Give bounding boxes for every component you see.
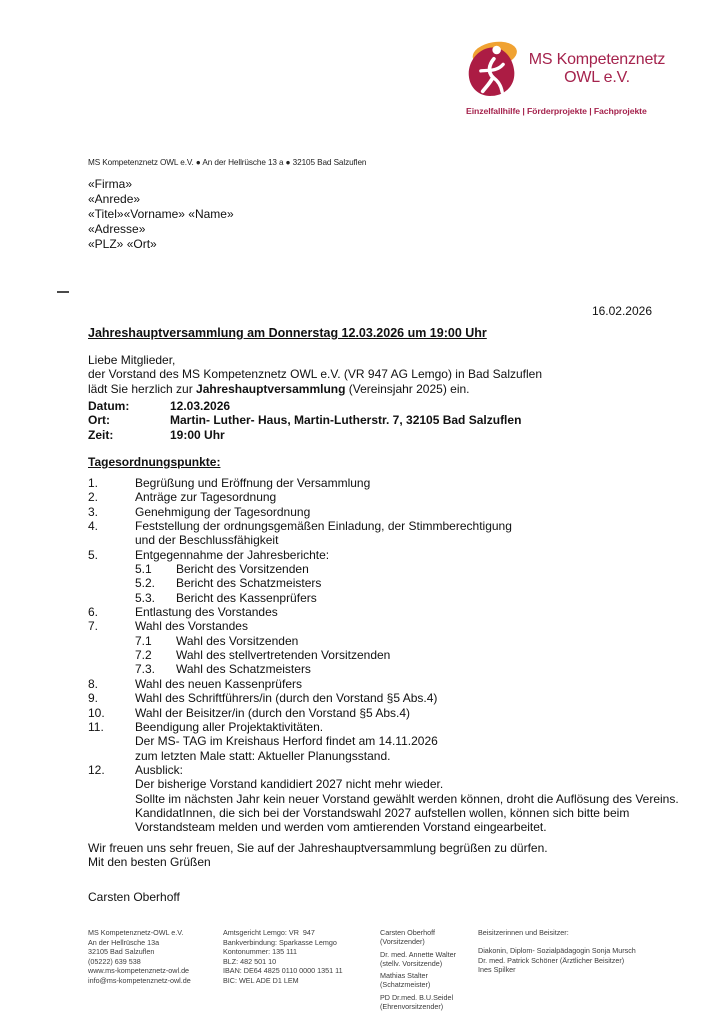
agenda-item-text: zum letzten Male statt: Aktueller Planungsstand.	[135, 748, 391, 763]
merge-field-name: «Titel»«Vorname» «Name»	[88, 207, 234, 222]
agenda-list	[88, 476, 679, 835]
agenda-item-number: 5.	[88, 547, 99, 562]
org-logo-block	[466, 40, 676, 116]
org-name-line2: OWL e.V.	[564, 69, 630, 86]
footer-board-column	[380, 928, 456, 1014]
agenda-item-continuation	[88, 777, 679, 791]
agenda-item	[88, 505, 679, 519]
agenda-item-number: 12.	[88, 762, 105, 777]
agenda-heading: Tagesordnungspunkte:	[88, 455, 221, 469]
agenda-item-text: Wahl der Beisitzer/in (durch den Vorstand §5 Abs.4)	[135, 705, 411, 720]
intro-paragraph	[88, 353, 542, 396]
board-member-role: (Ehrenvorsitzender)	[380, 1002, 444, 1012]
org-logo-figure-icon	[466, 40, 518, 103]
agenda-item	[88, 706, 679, 720]
org-name	[526, 51, 668, 87]
agenda-item-text: Anträge zur Tagesordnung	[135, 490, 277, 505]
footer-org-city: 32105 Bad Salzuflen	[88, 947, 155, 957]
assessors-heading: Beisitzerinnen und Beisitzer:	[478, 928, 569, 937]
agenda-indent-spacer	[88, 648, 135, 662]
agenda-item-text: Genehmigung der Tagesordnung	[135, 504, 311, 519]
agenda-item-continuation	[88, 734, 679, 748]
agenda-item	[88, 519, 679, 533]
agenda-item	[88, 677, 679, 691]
intro-line-2-pre: lädt Sie herzlich zur	[88, 381, 197, 396]
board-member	[380, 928, 456, 947]
agenda-item	[88, 691, 679, 705]
footer-register: Amtsgericht Lemgo: VR 947	[223, 928, 315, 937]
agenda-item-text: Sollte im nächsten Jahr kein neuer Vorstand gewählt werden können, droht die Auflösung des Vereins.	[135, 791, 679, 806]
closing-line-1: Wir freuen uns sehr freuen, Sie auf der Jahreshauptversammlung begrüßen zu dürfen.	[88, 841, 548, 855]
event-date-label: Datum:	[88, 399, 130, 413]
agenda-item-text: Entlastung des Vorstandes	[135, 605, 278, 620]
agenda-subitem-text: Bericht des Vorsitzenden	[176, 562, 309, 577]
footer-org-email: info@ms-kompetenznetz-owl.de	[88, 975, 191, 985]
recipient-address-block	[88, 177, 234, 252]
agenda-item-text: Wahl des Schriftführers/in (durch den Vorstand §5 Abs.4)	[135, 691, 438, 706]
board-member-name: Dr. med. Annette Walter	[380, 949, 457, 959]
agenda-subitem-number: 5.3.	[135, 590, 156, 605]
intro-line-1: der Vorstand des MS Kompetenznetz OWL e.V. (VR 947 AG Lemgo) in Bad Salzuflen	[88, 367, 543, 382]
merge-field-anrede: «Anrede»	[88, 192, 141, 207]
closing-paragraph	[88, 841, 548, 870]
agenda-item-text: Ausblick:	[135, 762, 184, 777]
agenda-item-number: 11.	[88, 719, 104, 734]
agenda-number-spacer	[88, 533, 135, 547]
event-location-row	[88, 413, 521, 427]
event-location-value: Martin- Luther- Haus, Martin-Lutherstr. 7, 32105 Bad Salzuflen	[170, 413, 522, 428]
board-member	[380, 993, 456, 1012]
agenda-subitem-number: 7.1	[135, 633, 152, 648]
event-time-value: 19:00 Uhr	[170, 427, 225, 442]
agenda-indent-spacer	[88, 591, 135, 605]
agenda-indent-spacer	[88, 562, 135, 576]
agenda-item	[88, 605, 679, 619]
agenda-indent-spacer	[88, 662, 135, 676]
assessor-name: Dr. med. Patrick Schöner (Ärztlicher Beisitzer)	[478, 955, 625, 965]
footer-assessors-column	[478, 928, 636, 975]
agenda-subitem-text: Bericht des Kassenprüfers	[176, 590, 317, 605]
footer-iban: IBAN: DE64 4825 0110 0000 1351 11	[223, 966, 343, 976]
agenda-item-text: Wahl des neuen Kassenprüfers	[135, 676, 302, 691]
agenda-item-text: Feststellung der ordnungsgemäßen Einladung, der Stimmberechtigung	[135, 519, 512, 534]
agenda-item-number: 8.	[88, 676, 99, 691]
agenda-item-text: Vorstandsteam melden und werden vom amtierenden Vorstand eingearbeitet.	[135, 820, 547, 835]
agenda-subitem-number: 7.3.	[135, 662, 156, 677]
agenda-item	[88, 720, 679, 734]
event-details	[88, 399, 521, 442]
board-member-name: PD Dr.med. B.U.Seidel	[380, 992, 454, 1002]
agenda-item-text: Entgegennahme der Jahresberichte:	[135, 547, 330, 562]
agenda-item-continuation	[88, 820, 679, 834]
agenda-item-text: KandidatInnen, die sich bei der Vorstandswahl 2027 aufstellen wollen, können sich bitte beim	[135, 805, 630, 820]
agenda-item-continuation	[88, 749, 679, 763]
board-member-role: (stellv. Vorsitzende)	[380, 958, 443, 968]
org-tagline: Einzelfallhilfe | Förderprojekte | Fachprojekte	[466, 106, 647, 116]
event-date-row	[88, 399, 521, 413]
footer-blz: BLZ: 482 501 10	[223, 956, 277, 966]
agenda-subitem-text: Wahl des Vorsitzenden	[176, 633, 299, 648]
fold-mark	[57, 291, 69, 293]
agenda-item-text: Der bisherige Vorstand kandidiert 2027 nicht mehr wieder.	[135, 777, 444, 792]
agenda-item-text: Wahl des Vorstandes	[135, 619, 248, 634]
agenda-item-continuation	[88, 533, 679, 547]
agenda-subitem	[88, 562, 679, 576]
merge-field-adresse: «Adresse»	[88, 222, 146, 237]
footer-account: Kontonummer: 135 111	[223, 947, 298, 957]
merge-field-plz-ort: «PLZ» «Ort»	[88, 237, 157, 252]
agenda-item-number: 9.	[88, 691, 99, 706]
agenda-subitem	[88, 662, 679, 676]
footer-legal-column	[223, 928, 343, 986]
intro-line-2	[88, 382, 542, 396]
agenda-number-spacer	[88, 734, 135, 748]
agenda-item-continuation	[88, 806, 679, 820]
agenda-subitem-number: 7.2	[135, 648, 152, 663]
assessor-name: Diakonin, Diplom- Sozialpädagogin Sonja Mursch	[478, 946, 636, 956]
agenda-item-text: und der Beschlussfähigkeit	[135, 533, 279, 548]
agenda-item	[88, 763, 679, 777]
agenda-number-spacer	[88, 820, 135, 834]
signature-name: Carsten Oberhoff	[88, 890, 180, 904]
board-member	[380, 971, 456, 990]
event-time-row	[88, 428, 521, 442]
closing-line-2: Mit den besten Grüßen	[88, 855, 211, 870]
agenda-number-spacer	[88, 749, 135, 763]
agenda-item-number: 4.	[88, 519, 99, 534]
agenda-item	[88, 476, 679, 490]
agenda-subitem	[88, 648, 679, 662]
agenda-number-spacer	[88, 806, 135, 820]
agenda-item-number: 7.	[88, 619, 99, 634]
board-member-role: (Schatzmeister)	[380, 980, 431, 990]
agenda-item-number: 10.	[88, 705, 105, 720]
agenda-item	[88, 490, 679, 504]
agenda-item-number: 2.	[88, 490, 99, 505]
agenda-subitem-number: 5.2.	[135, 576, 156, 591]
board-member-name: Carsten Oberhoff	[380, 928, 436, 937]
footer-org-street: An der Hellrüsche 13a	[88, 937, 160, 947]
letter-date: 16.02.2026	[591, 304, 652, 318]
event-time-label: Zeit:	[88, 427, 114, 442]
agenda-subitem-text: Bericht des Schatzmeisters	[176, 576, 322, 591]
agenda-subitem	[88, 576, 679, 590]
sender-return-address: MS Kompetenznetz OWL e.V. ● An der Hellrüsche 13 a ● 32105 Bad Salzuflen	[88, 158, 367, 167]
intro-line-2-bold: Jahreshauptversammlung	[196, 381, 346, 396]
merge-field-firma: «Firma»	[88, 177, 133, 191]
agenda-subitem	[88, 591, 679, 605]
agenda-item-text: Der MS- TAG im Kreishaus Herford findet am 14.11.2026	[135, 734, 438, 749]
agenda-item	[88, 619, 679, 633]
agenda-item-number: 3.	[88, 504, 99, 519]
agenda-item-number: 1.	[88, 476, 99, 490]
agenda-item-continuation	[88, 792, 679, 806]
salutation: Liebe Mitglieder,	[88, 353, 176, 367]
agenda-indent-spacer	[88, 634, 135, 648]
agenda-item-number: 6.	[88, 605, 99, 620]
footer-bank: Bankverbindung: Sparkasse Lemgo	[223, 937, 337, 947]
agenda-indent-spacer	[88, 576, 135, 590]
agenda-subitem	[88, 634, 679, 648]
agenda-item-text: Begrüßung und Eröffnung der Versammlung	[135, 476, 371, 490]
footer-org-phone: (05222) 639 538	[88, 956, 141, 966]
assessor-name: Ines Spilker	[478, 965, 516, 975]
subject-line: Jahreshauptversammlung am Donnerstag 12.03.2026 um 19:00 Uhr	[88, 326, 487, 340]
board-member-name: Mathias Stalter	[380, 971, 428, 981]
agenda-item	[88, 548, 679, 562]
agenda-subitem-text: Wahl des Schatzmeisters	[176, 662, 311, 677]
footer-org-name: MS Kompetenznetz-OWL e.V.	[88, 928, 184, 937]
org-name-line1: MS Kompetenznetz	[528, 51, 666, 68]
agenda-subitem-text: Wahl des stellvertretenden Vorsitzenden	[176, 648, 391, 663]
agenda-item-text: Beendigung aller Projektaktivitäten.	[135, 719, 324, 734]
agenda-number-spacer	[88, 777, 135, 791]
footer-office-column	[88, 928, 191, 986]
board-member-role: (Vorsitzender)	[380, 937, 425, 947]
footer-org-website: www.ms-kompetenznetz-owl.de	[88, 966, 190, 976]
intro-line-2-post: (Vereinsjahr 2025) ein.	[345, 381, 470, 396]
agenda-number-spacer	[88, 792, 135, 806]
event-date-value: 12.03.2026	[170, 399, 231, 413]
board-member	[380, 950, 456, 969]
footer-bic: BIC: WEL ADE D1 LEM	[223, 975, 299, 985]
event-location-label: Ort:	[88, 413, 110, 428]
agenda-subitem-number: 5.1	[135, 562, 152, 577]
